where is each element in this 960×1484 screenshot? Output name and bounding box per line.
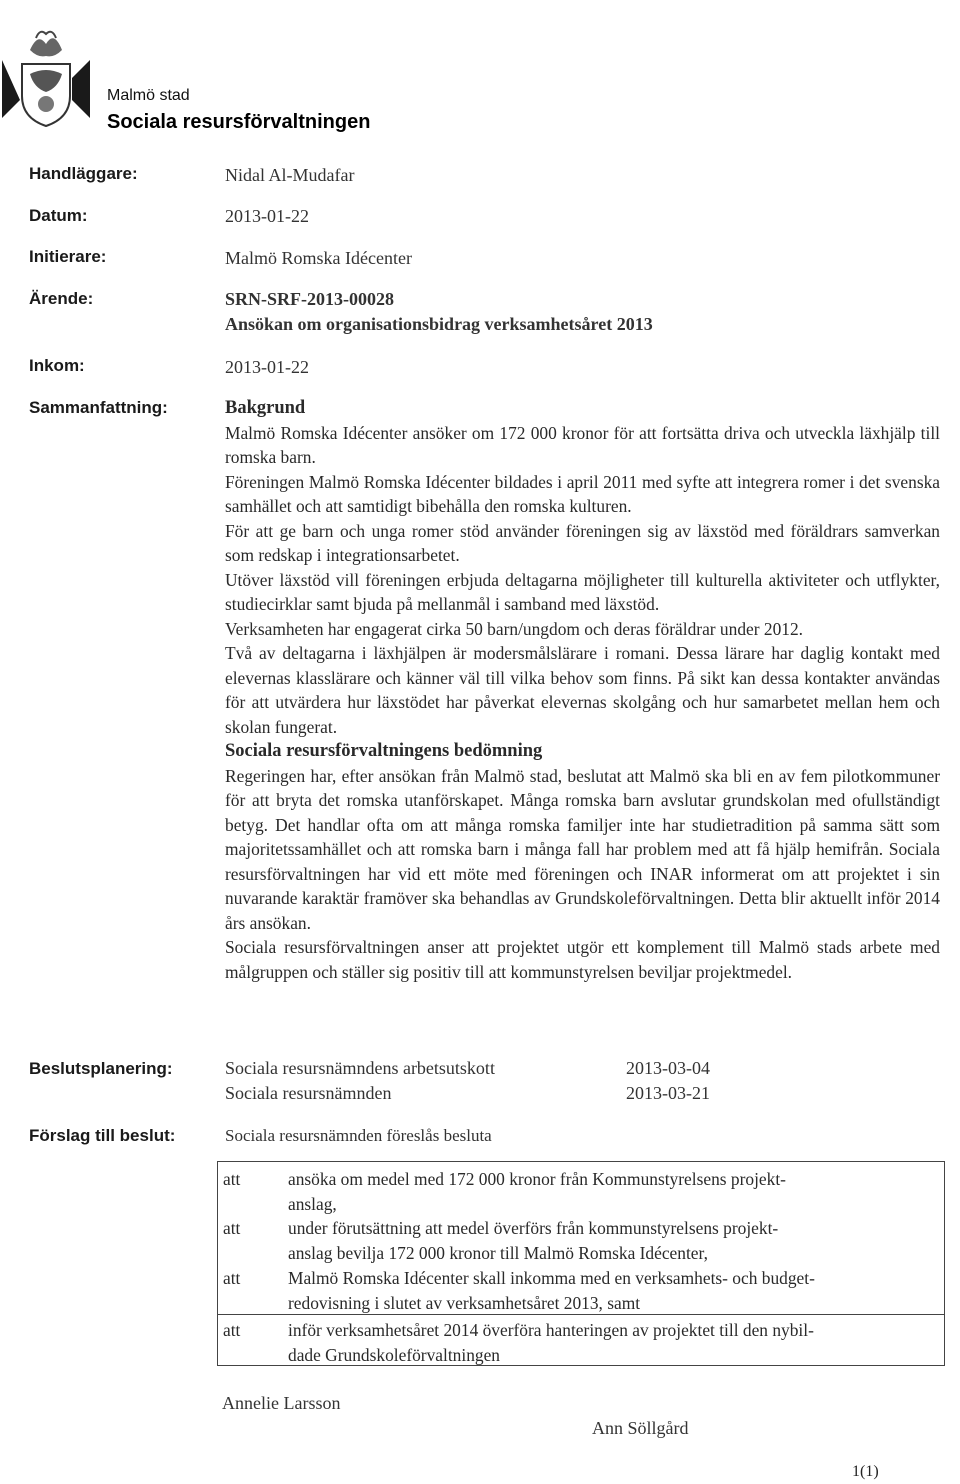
datum-label: Datum: [29, 206, 88, 225]
decision-text-line: anslag, [288, 1193, 337, 1214]
beslutsplanering-item-name: Sociala resursnämnden [225, 1083, 392, 1103]
page-number: 1(1) [852, 1463, 879, 1480]
malmo-coat-of-arms-logo [0, 26, 92, 134]
decision-text-line: under förutsättning att medel överförs från kommunstyrelsens projekt- [288, 1218, 779, 1238]
forslag-label: Förslag till beslut: [29, 1126, 176, 1145]
att-word: att [223, 1169, 241, 1189]
bedomning-heading: Sociala resursförvaltningens bedömning [225, 741, 543, 761]
arende-title: Ansökan om organisationsbidrag verksamhetsåret 2013 [225, 314, 653, 334]
summary-paragraph: Malmö Romska Idécenter ansöker om 172 000 kronor för att fortsätta driva och utveckla läxhjälp till romska barn. [225, 422, 940, 467]
forslag-intro: Sociala resursnämnden föreslås besluta [225, 1126, 492, 1145]
handlaggare-label: Handläggare: [29, 164, 138, 183]
decision-text-line: ansöka om medel med 172 000 kronor från Kommunstyrelsens projekt- [288, 1169, 786, 1189]
att-word: att [223, 1268, 241, 1288]
bedomning-paragraph: Sociala resursförvaltningen anser att projektet utgör ett komplement till Malmö stads arbete med målgruppen och ställer sig positiv till att kommunstyrelsen beviljar projektmedel. [225, 937, 940, 982]
beslutsplanering-item-date: 2013-03-21 [626, 1083, 710, 1103]
signature-name: Annelie Larsson [222, 1393, 341, 1413]
summary-paragraph: För att ge barn och unga romer stöd använder föreningen sig av läxstöd med föräldrars samverkan som redskap i integrationsarbetet. [225, 520, 940, 565]
city-name: Malmö stad [107, 87, 190, 104]
bakgrund-heading: Bakgrund [225, 398, 306, 418]
table-divider [218, 1314, 944, 1315]
summary-paragraph: Utöver läxstöd vill föreningen erbjuda deltagarna möjligheter till kulturella aktiviteter och utflykter, studiecirklar samt bjuda på mellanmål i samband med läxstöd. [225, 569, 940, 614]
att-word: att [223, 1218, 241, 1238]
initierare-value: Malmö Romska Idécenter [225, 248, 412, 268]
decision-text-line: dade Grundskoleförvaltningen [288, 1344, 501, 1365]
decision-text-line: redovisning i slutet av verksamhetsåret 2013, samt [288, 1292, 641, 1313]
summary-paragraph: Verksamheten har engagerat cirka 50 barn/ungdom och deras föräldrar under 2012. [225, 618, 804, 639]
inkom-value: 2013-01-22 [225, 357, 309, 377]
datum-value: 2013-01-22 [225, 206, 309, 226]
initierare-label: Initierare: [29, 247, 107, 266]
summary-body [225, 396, 940, 984]
beslutsplanering-label: Beslutsplanering: [29, 1059, 173, 1078]
decision-text-line: Malmö Romska Idécenter skall inkomma med en verksamhets- och budget- [288, 1268, 815, 1288]
arende-number: SRN-SRF-2013-00028 [225, 289, 394, 309]
inkom-label: Inkom: [29, 356, 85, 375]
arende-label: Ärende: [29, 289, 94, 308]
bedomning-paragraph: Regeringen har, efter ansökan från Malmö stad, beslutat att Malmö ska bli en av fem pilotkommuner för att bryta det romska utanförskapet. Många romska barn avslutar grundskolan med ofullständigt betyg. Det handlar ofta om att många romska familjer inte har studietradition på samma sätt som majoritetssamhället och att romska barn i många fall har problem med att få hjälp hemifrån. Sociala resursförvaltningen har vid ett möte med föreningen och INAR informerat om att projektet i sin nuvarande karaktär framöver ska behandlas av Grundskoleförvaltningen. Detta blir aktuellt inför 2014 års ansökan. [225, 765, 940, 933]
department-name: Sociala resursförvaltningen [107, 111, 371, 133]
att-word: att [223, 1320, 241, 1340]
sammanfattning-label: Sammanfattning: [29, 398, 168, 417]
decision-text-line: anslag bevilja 172 000 kronor till Malmö Romska Idécenter, [288, 1242, 708, 1263]
beslutsplanering-item-date: 2013-03-04 [626, 1058, 710, 1078]
summary-paragraph: Föreningen Malmö Romska Idécenter bildades i april 2011 med syfte att integrera romer i det svenska samhället och att samtidigt bibehålla den romska kulturen. [225, 471, 940, 516]
signature-name: Ann Söllgård [592, 1418, 689, 1438]
summary-paragraph: Två av deltagarna i läxhjälpen är modersmålslärare i romani. Dessa lärare har daglig kontakt med elevernas klasslärare och känner väl till vilka behov som finns. På sikt kan dessa kontakter användas för att utvärdera hur läxstödet har påverkat elevernas skolgång och hur samarbetet mellan hem och skolan fungerat. [225, 643, 940, 737]
decision-text-line: inför verksamhetsåret 2014 överföra hanteringen av projektet till den nybil- [288, 1320, 814, 1340]
decision-table [217, 1161, 945, 1366]
handlaggare-value: Nidal Al-Mudafar [225, 165, 355, 185]
beslutsplanering-item-name: Sociala resursnämndens arbetsutskott [225, 1058, 495, 1078]
